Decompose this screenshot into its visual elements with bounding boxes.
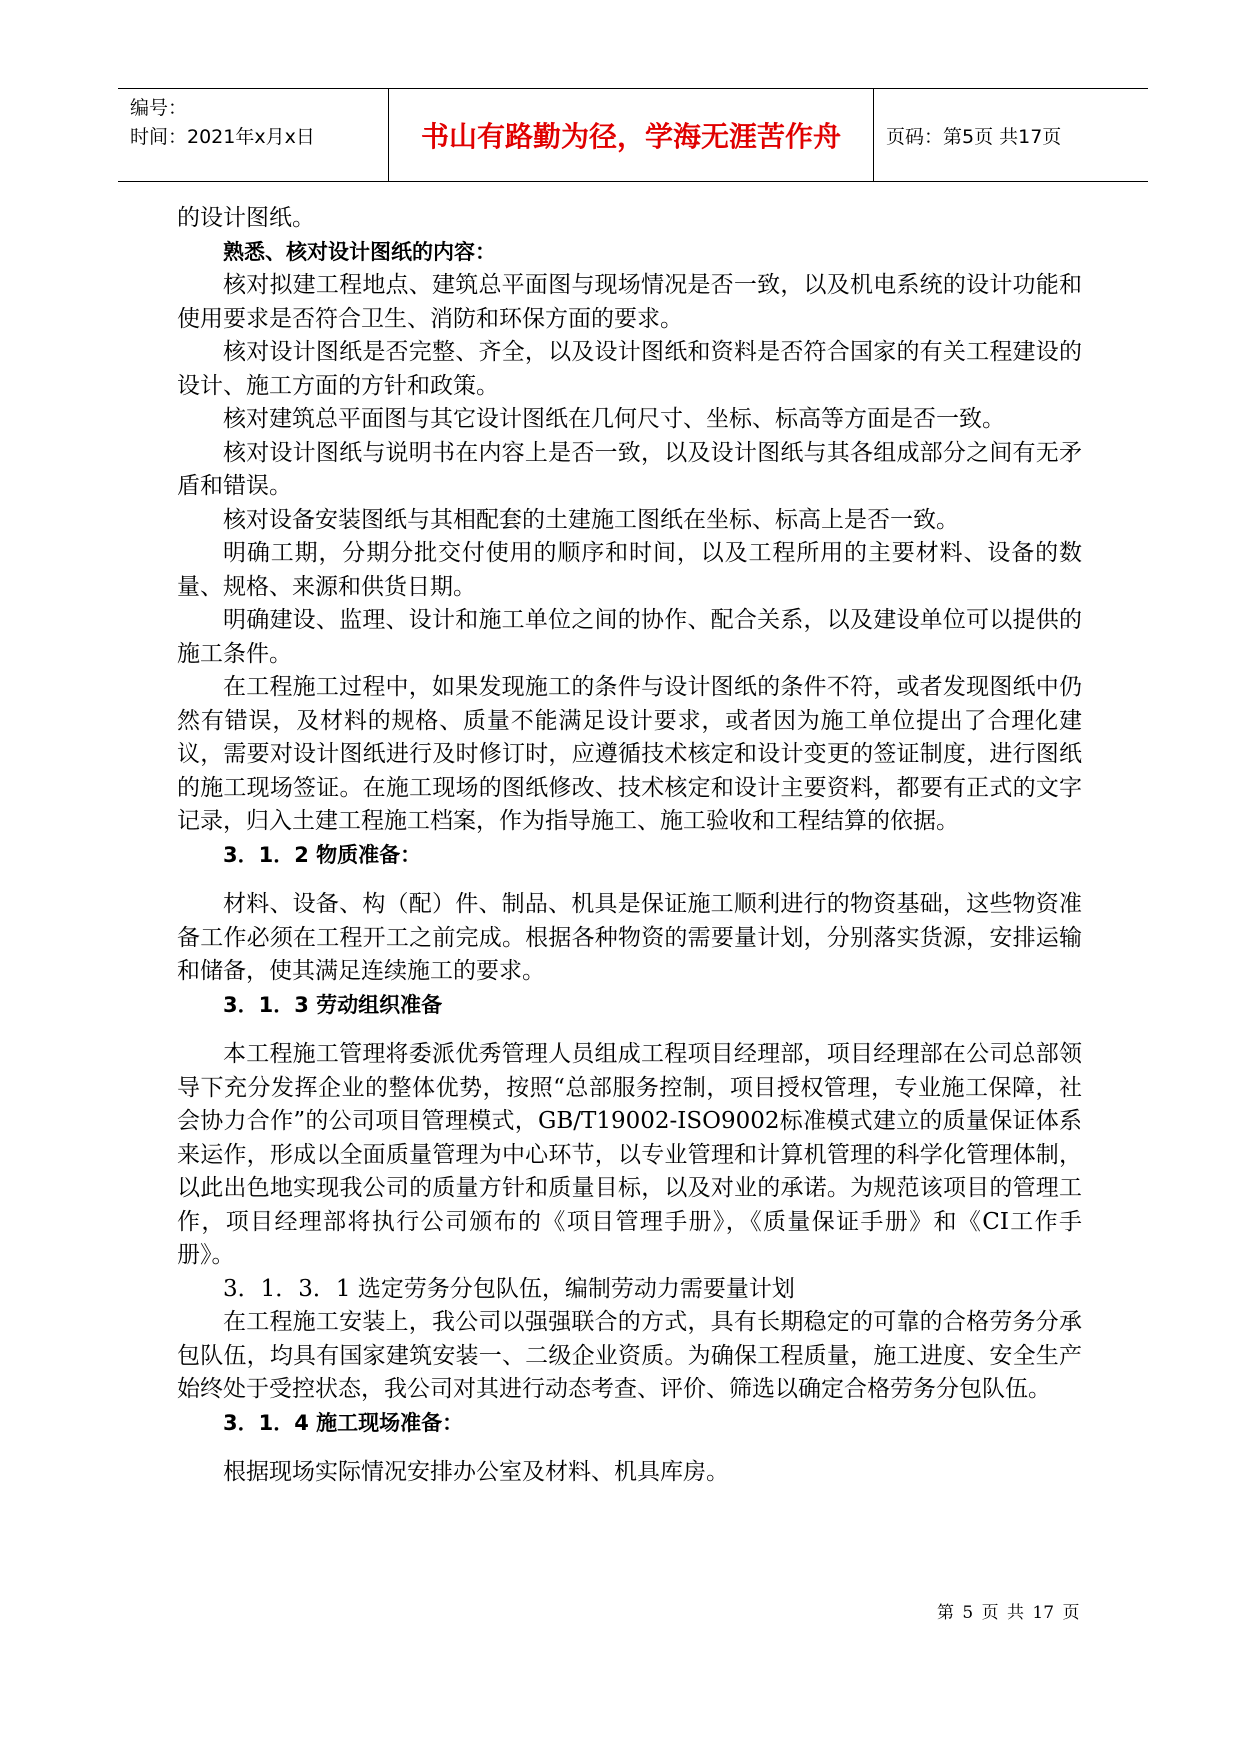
page-header bbox=[118, 88, 1148, 182]
page-footer: 第 5 页 共 17 页 bbox=[937, 1603, 1080, 1623]
paragraph: 本工程施工管理将委派优秀管理人员组成工程项目经理部，项目经理部在公司总部领导下充分发挥企业的整体优势，按照“总部服务控制，项目授权管理，专业施工保障，社会协力合作”的公司项目管理模式，GB/T19002-ISO9002标准模式建立的质量保证体系来运作，形成以全面质量管理为中心环节，以专业管理和计算机管理的科学化管理体制，以此出色地实现我公司的质量方针和质量目标，以及对业的承诺。为规范该项目的管理工作，项目经理部将执行公司颁布的《项目管理手册》，《质量保证手册》和《CI工作手册》。 bbox=[177, 1041, 1082, 1268]
header-page-info: 页码：第5页 共17页 bbox=[886, 125, 1062, 148]
paragraph: 在工程施工过程中，如果发现施工的条件与设计图纸的条件不符，或者发现图纸中仍然有错误，及材料的规格、质量不能满足设计要求，或者因为施工单位提出了合理化建议，需要对设计图纸进行及时修订时，应遵循技术核定和设计变更的签证制度，进行图纸的施工现场签证。在施工现场的图纸修改、技术核定和设计主要资料，都要有正式的文字记录，归入土建工程施工档案，作为指导施工、施工验收和工程结算的依据。 bbox=[177, 674, 1082, 834]
paragraph: 在工程施工安装上，我公司以强强联合的方式，具有长期稳定的可靠的合格劳务分承包队伍，均具有国家建筑安装一、二级企业资质。为确保工程质量，施工进度、安全生产始终处于受控状态，我公司对其进行动态考查、评价、筛选以确定合格劳务分包队伍。 bbox=[177, 1309, 1082, 1402]
document-time-label: 时间：2021年x月x日 bbox=[130, 126, 315, 148]
header-meta bbox=[118, 89, 388, 181]
document-number-label: 编号： bbox=[130, 97, 188, 119]
paragraph: 核对拟建工程地点、建筑总平面图与现场情况是否一致，以及机电系统的设计功能和使用要求是否符合卫生、消防和环保方面的要求。 bbox=[177, 272, 1082, 332]
section-heading: 3．1．3 劳动组织准备 bbox=[223, 992, 443, 1017]
paragraph: 明确建设、监理、设计和施工单位之间的协作、配合关系，以及建设单位可以提供的施工条件。 bbox=[177, 607, 1082, 667]
section-heading: 3．1．2 物质准备： bbox=[223, 842, 422, 867]
paragraph: 的设计图纸。 bbox=[177, 205, 315, 231]
paragraph: 根据现场实际情况安排办公室及材料、机具库房。 bbox=[223, 1459, 729, 1485]
paragraph: 核对设计图纸与说明书在内容上是否一致，以及设计图纸与其各组成部分之间有无矛盾和错误。 bbox=[177, 439, 1082, 499]
section-heading: 熟悉、核对设计图纸的内容： bbox=[223, 239, 496, 264]
header-motto: 书山有路勤为径，学海无涯苦作舟 bbox=[388, 89, 874, 181]
paragraph: 明确工期，分期分批交付使用的顺序和时间，以及工程所用的主要材料、设备的数量、规格、来源和供货日期。 bbox=[177, 540, 1082, 600]
subsection-heading: 3．1．3．1 选定劳务分包队伍，编制劳动力需要量计划 bbox=[223, 1275, 795, 1302]
paragraph: 核对设备安装图纸与其相配套的土建施工图纸在坐标、标高上是否一致。 bbox=[223, 506, 959, 533]
section-heading: 3．1．4 施工现场准备： bbox=[223, 1410, 464, 1435]
paragraph: 核对建筑总平面图与其它设计图纸在几何尺寸、坐标、标高等方面是否一致。 bbox=[223, 406, 1005, 432]
document-body bbox=[177, 202, 1082, 1490]
paragraph: 核对设计图纸是否完整、齐全，以及设计图纸和资料是否符合国家的有关工程建设的设计、施工方面的方针和政策。 bbox=[177, 339, 1082, 399]
paragraph: 材料、设备、构（配）件、制品、机具是保证施工顺利进行的物资基础，这些物资准备工作必须在工程开工之前完成。根据各种物资的需要量计划，分别落实货源，安排运输和储备，使其满足连续施工的要求。 bbox=[177, 891, 1082, 984]
